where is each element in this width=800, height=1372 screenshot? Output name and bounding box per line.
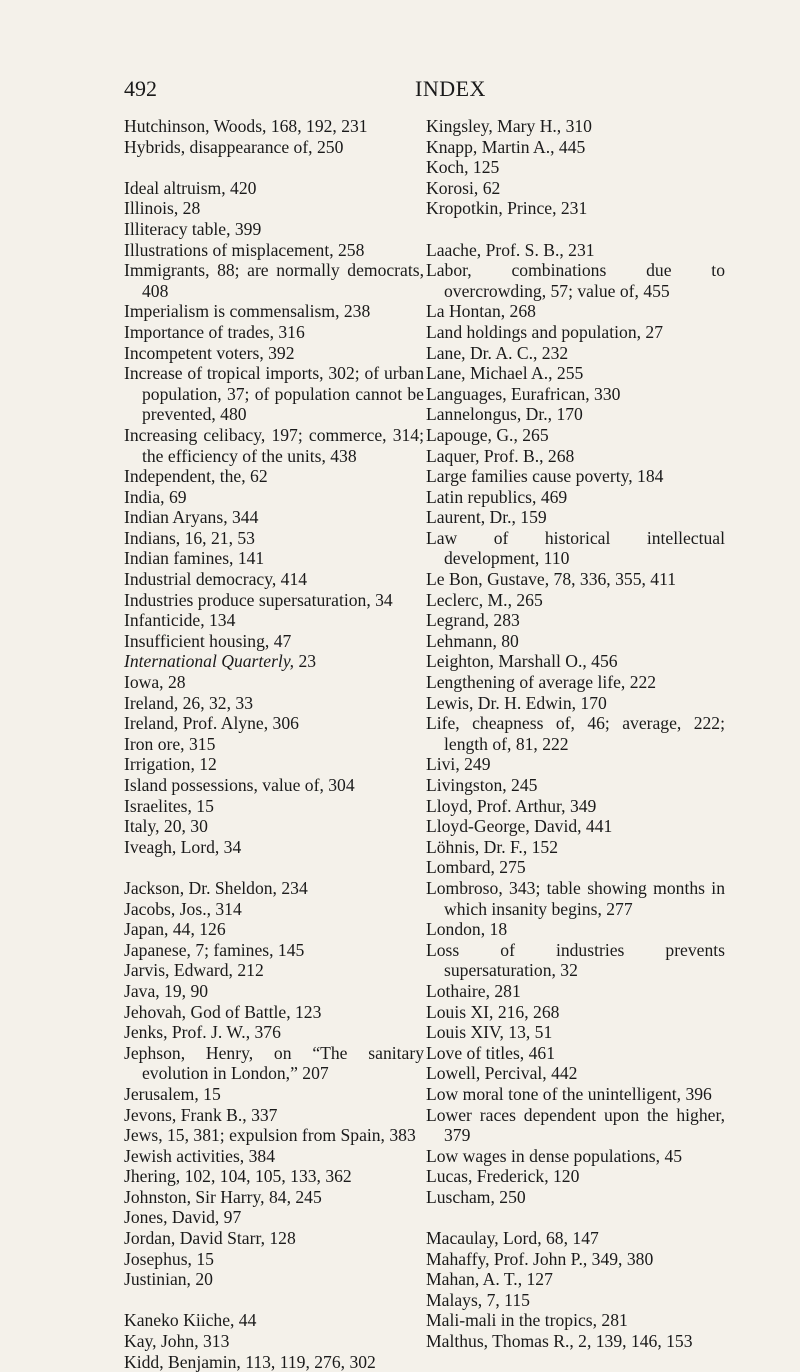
index-entry: [124, 1310, 424, 1331]
index-entry: [124, 960, 424, 981]
index-entry-text: Irrigation, 12: [124, 754, 217, 775]
index-entry: [426, 590, 725, 611]
index-entry: [124, 672, 424, 693]
index-entry-text: Lombard, 275: [426, 857, 526, 878]
index-entry-text: Jephson, Henry, on “The sanitary evolution in London,” 207: [124, 1042, 424, 1084]
index-entry: [124, 1352, 424, 1372]
running-head: INDEX: [415, 76, 486, 101]
index-entry-text: Lothaire, 281: [426, 980, 521, 1001]
index-entry-text: Jerusalem, 15: [124, 1083, 221, 1104]
index-entry: [426, 1228, 725, 1249]
index-entry: [426, 693, 725, 714]
index-entry-text: Land holdings and population, 27: [426, 321, 664, 342]
index-entry: [124, 425, 424, 466]
index-entry-text: Malays, 7, 115: [426, 1289, 530, 1310]
index-entry-text: Low moral tone of the unintelligent, 396: [426, 1083, 712, 1104]
index-entry: [426, 240, 725, 261]
index-entry: [124, 487, 424, 508]
index-entry: [426, 796, 725, 817]
index-entry-text: Loss of industries prevents supersaturation, 32: [426, 939, 725, 981]
index-entry-text: Livi, 249: [426, 754, 491, 775]
index-entry-text: Incompetent voters, 392: [124, 342, 295, 363]
index-entry-text: Jackson, Dr. Sheldon, 234: [124, 877, 308, 898]
index-entry: [426, 157, 725, 178]
index-entry-text: Legrand, 283: [426, 610, 520, 631]
index-entry: [124, 1105, 424, 1126]
index-entry-text: Lowell, Percival, 442: [426, 1063, 578, 1084]
index-entry-text: Kingsley, Mary H., 310: [426, 116, 592, 136]
index-entry-text: Macaulay, Lord, 68, 147: [426, 1228, 599, 1249]
index-entry: [426, 1105, 725, 1146]
index-entry: [426, 425, 725, 446]
index-entry: [124, 137, 424, 158]
index-entry: [426, 1146, 725, 1167]
index-entry-text: Island possessions, value of, 304: [124, 775, 355, 795]
index-entry-text: Lewis, Dr. H. Edwin, 170: [426, 692, 607, 713]
index-entry: [426, 404, 725, 425]
index-entry-text: Love of titles, 461: [426, 1042, 555, 1063]
index-entry: [426, 610, 725, 631]
index-entry: [426, 363, 725, 384]
index-entry-text: Jevons, Frank B., 337: [124, 1104, 278, 1125]
index-entry-text: Ideal altruism, 420: [124, 177, 257, 198]
index-entry: [124, 528, 424, 549]
index-entry-text: India, 69: [124, 486, 187, 507]
index-entry-italic: International Quarterly,: [124, 651, 295, 672]
index-entry: [426, 816, 725, 837]
index-entry-text: Lombroso, 343; table showing months in which insanity begins, 277: [426, 877, 725, 919]
index-entry-text: Laache, Prof. S. B., 231: [426, 239, 595, 260]
index-entry: [124, 919, 424, 940]
index-entry: [124, 610, 424, 631]
index-entry: [124, 1228, 424, 1249]
index-entry-text: Lapouge, G., 265: [426, 424, 549, 445]
index-entry-text: Mahaffy, Prof. John P., 349, 380: [426, 1248, 654, 1269]
index-entry: [124, 899, 424, 920]
index-entry-text: Leclerc, M., 265: [426, 589, 543, 610]
index-entry: [426, 775, 725, 796]
index-entry-text: Increase of tropical imports, 302; of urban population, 37; of population cannot be prevented, 480: [124, 363, 424, 425]
index-entry: [124, 1125, 424, 1146]
index-entry: [426, 528, 725, 569]
index-entry-text: Languages, Eurafrican, 330: [426, 383, 621, 404]
index-entry: [426, 1166, 725, 1187]
index-entry: [426, 651, 725, 672]
index-entry-text: Israelites, 15: [124, 795, 214, 816]
index-entry: [124, 1166, 424, 1187]
index-entry: [124, 878, 424, 899]
index-entry: [124, 1331, 424, 1352]
index-entry-text: Hutchinson, Woods, 168, 192, 231: [124, 116, 368, 136]
index-entry-text: Java, 19, 90: [124, 980, 209, 1001]
index-entry: [426, 260, 725, 301]
index-entry: [426, 1002, 725, 1023]
index-entry-text: Josephus, 15: [124, 1248, 214, 1269]
index-entry-text: Livingston, 245: [426, 775, 538, 795]
index-entry: [426, 1043, 725, 1064]
index-entry: [124, 734, 424, 755]
index-entry-text: Löhnis, Dr. F., 152: [426, 836, 559, 857]
index-entry: [426, 1084, 725, 1105]
index-entry-text: Laurent, Dr., 159: [426, 507, 547, 528]
index-entry-text: Illinois, 28: [124, 198, 201, 219]
index-entry-text: Kidd, Benjamin, 113, 119, 276, 302: [124, 1351, 376, 1372]
index-entry: [124, 1249, 424, 1270]
index-entry-text: Iron ore, 315: [124, 733, 216, 754]
index-entry-text: Koch, 125: [426, 157, 500, 178]
index-entry-text: Iveagh, Lord, 34: [124, 836, 242, 857]
index-column-left: [124, 116, 424, 1372]
index-entry: [124, 116, 424, 137]
index-entry-text: Kaneko Kiiche, 44: [124, 1310, 257, 1331]
index-entry: [124, 693, 424, 714]
index-entry: [426, 672, 725, 693]
index-entry: [124, 1084, 424, 1105]
index-entry-text: Insufficient housing, 47: [124, 630, 292, 651]
index-entry-text: Jews, 15, 381; expulsion from Spain, 383: [124, 1125, 416, 1146]
index-entry: [426, 178, 725, 199]
index-entry-text: Jones, David, 97: [124, 1207, 242, 1228]
index-entry: [124, 1022, 424, 1043]
index-entry-text: Le Bon, Gustave, 78, 336, 355, 411: [426, 569, 677, 590]
index-entry: [426, 1310, 725, 1331]
index-entry-text: Justinian, 20: [124, 1269, 213, 1290]
index-entry-text: Lower races dependent upon the higher, 379: [426, 1104, 725, 1146]
index-entry-text: Labor, combinations due to overcrowding, 57; value of, 455: [426, 260, 725, 301]
index-entry: [124, 981, 424, 1002]
index-entry-text: Hybrids, disappearance of, 250: [124, 136, 344, 157]
index-entry: [124, 240, 424, 261]
index-entry: [426, 878, 725, 919]
index-entry: [124, 219, 424, 240]
index-entry: [124, 178, 424, 199]
index-entry: [426, 487, 725, 508]
index-entry: [124, 631, 424, 652]
index-entry-text: Law of historical intellectual development, 110: [426, 527, 725, 569]
index-entry-text: La Hontan, 268: [426, 301, 536, 322]
index-entry: [124, 651, 424, 672]
index-entry-text: Lane, Dr. A. C., 232: [426, 342, 569, 363]
index-entry-text: Illiteracy table, 399: [124, 218, 262, 239]
index-entry-text: Illustrations of misplacement, 258: [124, 239, 365, 260]
index-entry-text: Knapp, Martin A., 445: [426, 136, 586, 157]
index-entry: [124, 775, 424, 796]
index-entry-text: Immigrants, 88; are normally democrats, 408: [124, 260, 424, 301]
index-entry: [124, 754, 424, 775]
index-entry: [426, 322, 725, 343]
index-entry-text: Jarvis, Edward, 212: [124, 960, 264, 981]
index-entry-text: Infanticide, 134: [124, 610, 236, 631]
index-entry: [426, 1249, 725, 1270]
index-entry: [124, 837, 424, 858]
index-entry: [426, 857, 725, 878]
index-column-right: [426, 116, 725, 1352]
index-entry-text: Industries produce supersaturation, 34: [124, 589, 393, 610]
index-entry: [426, 446, 725, 467]
index-entry: [426, 198, 725, 219]
index-entry-text: Mahan, A. T., 127: [426, 1269, 553, 1290]
index-entry-text: London, 18: [426, 919, 508, 940]
index-entry: [426, 384, 725, 405]
index-entry: [426, 940, 725, 981]
index-entry: [426, 343, 725, 364]
index-entry-text: Luscham, 250: [426, 1186, 526, 1207]
index-entry: [426, 116, 725, 137]
index-entry: [124, 507, 424, 528]
index-entry-text: Importance of trades, 316: [124, 321, 305, 342]
page-header: [0, 74, 800, 104]
index-entry-text: Ireland, 26, 32, 33: [124, 692, 253, 713]
index-entry: [426, 631, 725, 652]
index-entry-text: Lehmann, 80: [426, 630, 519, 651]
index-entry: [124, 1269, 424, 1290]
index-entry-text: Malthus, Thomas R., 2, 139, 146, 153: [426, 1331, 693, 1352]
index-entry-text: Large families cause poverty, 184: [426, 466, 664, 487]
index-entry-text: Laquer, Prof. B., 268: [426, 445, 575, 466]
index-entry-text: Jehovah, God of Battle, 123: [124, 1001, 322, 1022]
index-entry-text: Lengthening of average life, 222: [426, 672, 657, 693]
index-entry-text: Korosi, 62: [426, 177, 501, 198]
index-entry-text: Lloyd, Prof. Arthur, 349: [426, 795, 597, 816]
index-entry: [426, 1331, 725, 1352]
index-entry-text: Iowa, 28: [124, 672, 186, 693]
index-entry: [124, 1043, 424, 1084]
index-entry-text: Lane, Michael A., 255: [426, 363, 584, 384]
index-entry: [124, 322, 424, 343]
index-entry: [426, 981, 725, 1002]
index-entry-text: Kay, John, 313: [124, 1331, 230, 1352]
index-entry-text: Jewish activities, 384: [124, 1145, 275, 1166]
index-entry-text: Japanese, 7; famines, 145: [124, 939, 305, 960]
index-entry: [124, 1207, 424, 1228]
index-entry: [426, 507, 725, 528]
index-entry: [124, 260, 424, 301]
index-entry: [426, 301, 725, 322]
index-entry-text: Indians, 16, 21, 53: [124, 527, 255, 548]
index-entry-text: Johnston, Sir Harry, 84, 245: [124, 1186, 322, 1207]
index-entry: [426, 1290, 725, 1311]
index-entry: [124, 940, 424, 961]
index-entry-text: Indian famines, 141: [124, 548, 265, 569]
index-entry: [426, 919, 725, 940]
index-entry-text: Increasing celibacy, 197; commerce, 314; the efficiency of the units, 438: [124, 424, 424, 466]
index-entry: [124, 363, 424, 425]
index-entry: [124, 466, 424, 487]
index-entry: [124, 301, 424, 322]
index-entry-text: Leighton, Marshall O., 456: [426, 651, 618, 672]
index-entry: [426, 754, 725, 775]
index-entry: [124, 796, 424, 817]
index-entry: [426, 1269, 725, 1290]
index-entry-text: Lucas, Frederick, 120: [426, 1166, 580, 1187]
index-entry: [124, 569, 424, 590]
index-entry: [124, 343, 424, 364]
index-entry: [124, 590, 424, 611]
index-entry-text: Latin republics, 469: [426, 486, 568, 507]
index-entry: [124, 816, 424, 837]
index-entry-text: Lannelongus, Dr., 170: [426, 404, 583, 425]
index-entry-text: Jacobs, Jos., 314: [124, 898, 242, 919]
index-entry: [426, 569, 725, 590]
index-entry-text: Industrial democracy, 414: [124, 569, 308, 590]
index-entry: [124, 1146, 424, 1167]
index-entry-text: Imperialism is commensalism, 238: [124, 301, 371, 322]
index-entry: [426, 1187, 725, 1208]
index-entry-text: Louis XIV, 13, 51: [426, 1022, 553, 1043]
index-entry-text: Low wages in dense populations, 45: [426, 1145, 683, 1166]
index-entry: [124, 548, 424, 569]
index-entry-text: Jenks, Prof. J. W., 376: [124, 1022, 281, 1043]
page-number: 492: [124, 76, 157, 101]
index-entry-text: 23: [294, 651, 317, 672]
index-entry: [426, 466, 725, 487]
index-entry-text: Mali-mali in the tropics, 281: [426, 1310, 628, 1331]
index-entry: [426, 837, 725, 858]
index-entry-text: Jhering, 102, 104, 105, 133, 362: [124, 1166, 352, 1187]
index-entry-text: Japan, 44, 126: [124, 919, 226, 940]
index-entry-text: Lloyd-George, David, 441: [426, 816, 613, 837]
index-entry: [124, 1002, 424, 1023]
index-entry: [124, 1187, 424, 1208]
index-entry: [426, 137, 725, 158]
index-entry-text: Kropotkin, Prince, 231: [426, 198, 588, 219]
index-entry-text: Louis XI, 216, 268: [426, 1001, 560, 1022]
index-entry-text: Jordan, David Starr, 128: [124, 1228, 296, 1249]
index-entry: [426, 1063, 725, 1084]
index-entry: [426, 713, 725, 754]
index-entry-text: Independent, the, 62: [124, 466, 268, 487]
index-entry: [426, 1022, 725, 1043]
index-entry-text: Indian Aryans, 344: [124, 507, 259, 528]
index-entry-text: Life, cheapness of, 46; average, 222; length of, 81, 222: [426, 713, 725, 754]
index-entry: [124, 713, 424, 734]
index-entry-text: Italy, 20, 30: [124, 816, 208, 837]
index-entry-text: Ireland, Prof. Alyne, 306: [124, 713, 299, 734]
index-entry: [124, 198, 424, 219]
